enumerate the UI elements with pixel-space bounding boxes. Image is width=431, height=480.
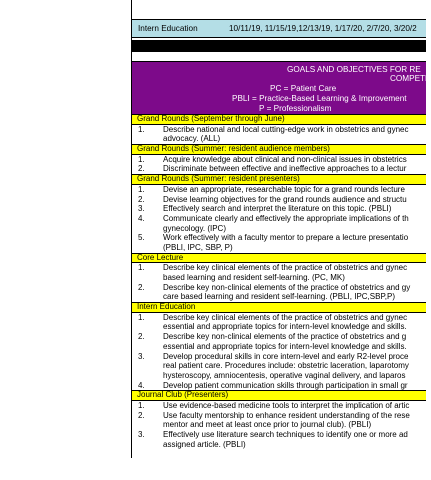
section-title: Journal Club (Presenters) [137,390,229,400]
objective-row [132,430,426,440]
objective-number: 2. [138,164,145,174]
objective-text: Use faculty mentorship to enhance resident understanding of the rese [163,410,410,420]
objective-text: Communicate clearly and effectively the appropriate implications of th [163,213,409,223]
objective-row [132,322,426,332]
objective-row [132,155,426,165]
objective-text: Describe key clinical elements of the practice of obstetrics and gynec [163,312,408,322]
objective-text: Devise learning objectives for the grand rounds audience and structu [163,194,407,204]
objective-row [132,332,426,342]
objective-text: Effectively search and interpret the literature on this topic. (PBLI) [163,204,392,214]
section-header [132,174,426,185]
banner-title-line2: COMPETE [390,74,431,83]
objective-text: Use evidence-based medicine tools to interpret the implication of artic [163,400,410,410]
objective-text: Acquire knowledge about clinical and non-clinical issues in obstetrics [163,154,407,164]
objective-row [132,371,426,381]
goals-banner [132,61,431,115]
objective-text: (PBLI, IPC, SBP, P) [163,242,233,252]
legend-patient-care: PC = Patient Care [270,84,337,93]
objective-row [132,273,426,283]
objective-row [132,185,426,195]
objective-row [132,164,426,174]
objective-number: 4. [138,380,145,390]
section-header [132,302,426,313]
objective-number: 2. [138,282,145,292]
objective-number: 3. [138,430,145,439]
objective-row [132,342,426,352]
objective-text: Work effectively with a faculty mentor to prepare a lecture presentatio [163,233,409,243]
section-title: Core Lecture [137,252,184,262]
objective-number: 1. [138,124,145,134]
objective-number: 4. [138,213,145,223]
objective-number: 2. [138,410,145,420]
objective-row [132,381,426,391]
objective-row [132,440,426,450]
banner-title-line1: GOALS AND OBJECTIVES FOR RE [287,65,421,74]
objective-text: assigned article. (PBLI) [163,439,246,449]
objective-number: 1. [138,312,145,322]
objective-text: Effectively use literature search techniques to identify one or more ad [163,430,408,439]
objective-text: care based learning and resident self-learning. (PBLI, IPC,SBP,P) [163,292,395,302]
objective-text: Discriminate between effective and ineffective approaches to a lectur [163,164,407,174]
legend-pbli: PBLI = Practice-Based Learning & Improvement [232,94,407,103]
objective-number: 3. [138,204,145,214]
objective-row [132,420,426,430]
objective-row [132,195,426,205]
objective-row [132,292,426,302]
header-label: Intern Education [138,24,198,33]
section-header [132,390,426,401]
objective-row [132,224,426,234]
objective-text: gynecology. (IPC) [163,223,226,233]
objective-text: Develop procedural skills in core intern-level and early R2-level proce [163,351,409,361]
objective-number: 1. [138,263,145,273]
objective-text: Describe key non-clinical elements of the practice of obstetrics and g [163,332,407,342]
section-title: Intern Education [137,302,196,312]
objective-row [132,214,426,224]
objective-text: Develop patient communication skills through participation in small gr [163,380,408,390]
objective-text: Describe key non-clinical elements of the practice of obstetrics and gy [163,282,411,292]
objective-text: essential and appropriate topics for intern-level knowledge and skills. [163,322,407,332]
objective-row [132,134,426,144]
objective-row [132,401,426,411]
section-title: Grand Rounds (September through June) [137,114,285,123]
intern-education-header-row [132,19,426,38]
section-header [132,144,426,155]
objective-number: 1. [138,400,145,410]
objective-row [132,283,426,293]
objective-number: 2. [138,332,145,342]
objectives-table [132,114,426,449]
objective-number: 3. [138,351,145,361]
objective-number: 2. [138,194,145,204]
objective-number: 1. [138,184,145,194]
objective-row [132,411,426,421]
objective-row [132,263,426,273]
objective-row [132,125,426,135]
objective-text: hysteroscopy, amniocentesis, operative vaginal delivery, and laparos [163,370,406,380]
black-divider-row [132,40,426,52]
section-header [132,253,426,264]
objective-number: 5. [138,233,145,243]
objective-text: Describe key clinical elements of the practice of obstetrics and gynec [163,263,408,273]
header-dates: 10/11/19, 11/15/19,12/13/19, 1/17/20, 2/7/20, 3/20/2 [229,24,417,33]
section-title: Grand Rounds (Summer: resident presenters) [137,174,300,184]
objective-text: Describe national and local cutting-edge work in obstetrics and gynec [163,124,409,134]
legend-professionalism: P = Professionalism [259,104,332,113]
objective-text: Devise an appropriate, researchable topic for a grand rounds lecture [163,184,405,194]
objective-text: essential and appropriate topics for intern-level knowledge and skills. [163,341,407,351]
objective-row [132,243,426,253]
objective-row [132,233,426,243]
objective-text: based learning and resident self-learning. (PC, MK) [163,273,345,282]
objective-number: 1. [138,154,145,164]
objective-row [132,361,426,371]
objective-text: mentor and meet at least once prior to journal club). (PBLI) [163,420,372,430]
objective-row [132,204,426,214]
objective-text: advocacy. (ALL) [163,134,221,144]
objective-row [132,313,426,323]
section-header [132,114,426,125]
section-title: Grand Rounds (Summer: resident audience members) [137,144,330,154]
objective-text: real patient care. Procedures include: obstetric laceration, laparotomy [163,361,409,371]
objective-row [132,352,426,362]
